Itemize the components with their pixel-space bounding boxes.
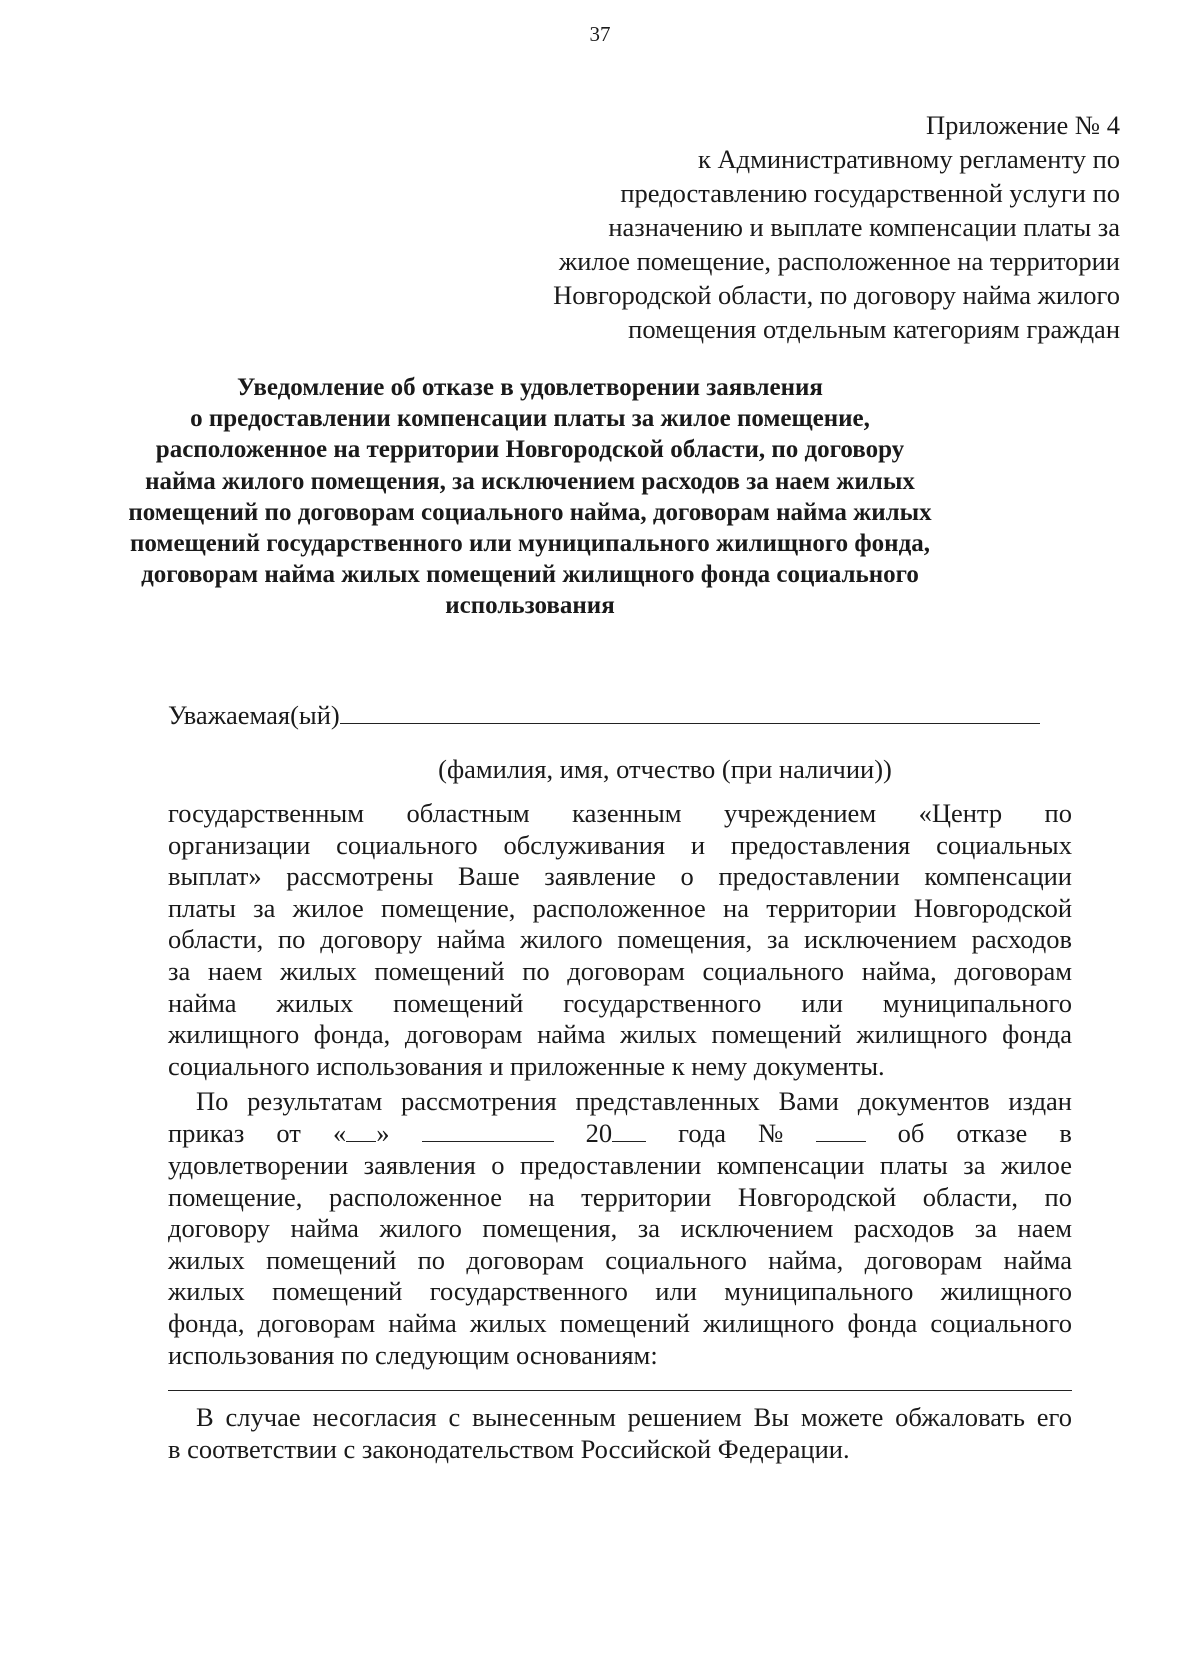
reasons-blank-line [168,1390,1072,1391]
text-line: договору найма жилого помещения, за исключением расходов за наем [168,1213,1072,1244]
text-line: выплат» рассмотрены Ваше заявление о предоставлении компенсации [168,861,1072,892]
appendix-line: назначению и выплате компенсации платы за [608,212,1120,242]
page-number: 37 [589,22,611,46]
recipient-name-hint: (фамилия, имя, отчество (при наличии)) [438,754,892,784]
order-prefix: приказ [168,1118,245,1148]
text-line: найма жилых помещений государственного или муниципального [168,987,1072,1018]
text-line: жилых помещений по договорам социального найма, договорам найма [168,1244,1072,1275]
text-line: удовлетворении заявления о предоставлении компенсации платы за жилое [168,1150,1072,1180]
title-line: помещений государственного или муниципального жилищного фонда, [130,530,930,558]
paragraph-result-intro [168,1086,1072,1118]
order-details-line [168,1118,1072,1150]
order-suffix: об [897,1118,925,1148]
appendix-line: помещения отдельным категориям граждан [628,314,1120,344]
order-number-blank [816,1121,866,1142]
text-line: помещение, расположенное на территории Новгородской области, по [168,1181,1072,1212]
paragraph-review [168,798,1072,1082]
text-line: жилищного фонда, договорам найма жилых помещений жилищного фонда [168,1019,1072,1050]
appendix-line: жилое помещение, расположенное на территории [558,246,1120,276]
order-day-blank [346,1121,376,1142]
paragraph-appeal [168,1402,1072,1465]
text-line: фонда, договорам найма жилых помещений жилищного фонда социального [168,1307,1072,1338]
recipient-name-blank [340,699,1040,724]
appendix-header [480,108,1120,346]
title-line: о предоставлении компенсации платы за жилое помещение, [190,405,870,433]
text-line: В случае несогласия с вынесенным решением Вы можете обжаловать его [196,1402,1072,1432]
appendix-line: Приложение № 4 [925,110,1120,140]
order-suffix: в [1059,1118,1072,1148]
text-line: области, по договору найма жилого помещения, за исключением расходов [168,924,1072,955]
appendix-line: Новгородской области, по договору найма жилого [553,280,1120,310]
title-line: найма жилого помещения, за исключением расходов за наем жилых [145,467,915,495]
appendix-line: к Административному регламенту по [697,144,1120,174]
order-year: 20 [586,1118,647,1150]
title-line: Уведомление об отказе в удовлетворении заявления [237,374,823,401]
order-month-blank [422,1121,554,1142]
text-line: платы за жилое помещение, расположенное на территории Новгородской [168,892,1072,923]
order-from: от [276,1118,301,1148]
paragraph-result [168,1150,1072,1371]
title-line: расположенное на территории Новгородской области, по договору [155,436,905,464]
text-line: жилых помещений государственного или муниципального жилищного [168,1276,1072,1307]
document-title [120,372,940,622]
text-line: в соответствии с законодательством Российской Федерации. [168,1433,850,1464]
salutation [168,698,1068,732]
text-line: социального использования и приложенные к нему документы. [168,1050,885,1081]
text-line: организации социального обслуживания и предоставления социальных [168,829,1072,860]
order-year-blank [612,1121,646,1142]
order-day: « » [332,1118,390,1148]
salutation-label: Уважаемая(ый) [168,700,340,730]
title-line: использования [445,592,615,620]
text-line: государственным областным казенным учреждением «Центр по [168,798,1072,828]
order-year-word: года [678,1118,727,1148]
text-line: использования по следующим основаниям: [168,1339,658,1370]
title-line: помещений по договорам социального найма, договорам найма жилых [128,498,932,526]
appendix-line: предоставлению государственной услуги по [620,178,1120,208]
order-number-sign: № [758,1118,784,1148]
text-line: По результатам рассмотрения представленных Вами документов издан [196,1086,1072,1116]
title-line: договорам найма жилых помещений жилищного фонда социального [141,561,919,589]
order-suffix: отказе [956,1118,1028,1148]
text-line: за наем жилых помещений по договорам социального найма, договорам [168,955,1072,986]
